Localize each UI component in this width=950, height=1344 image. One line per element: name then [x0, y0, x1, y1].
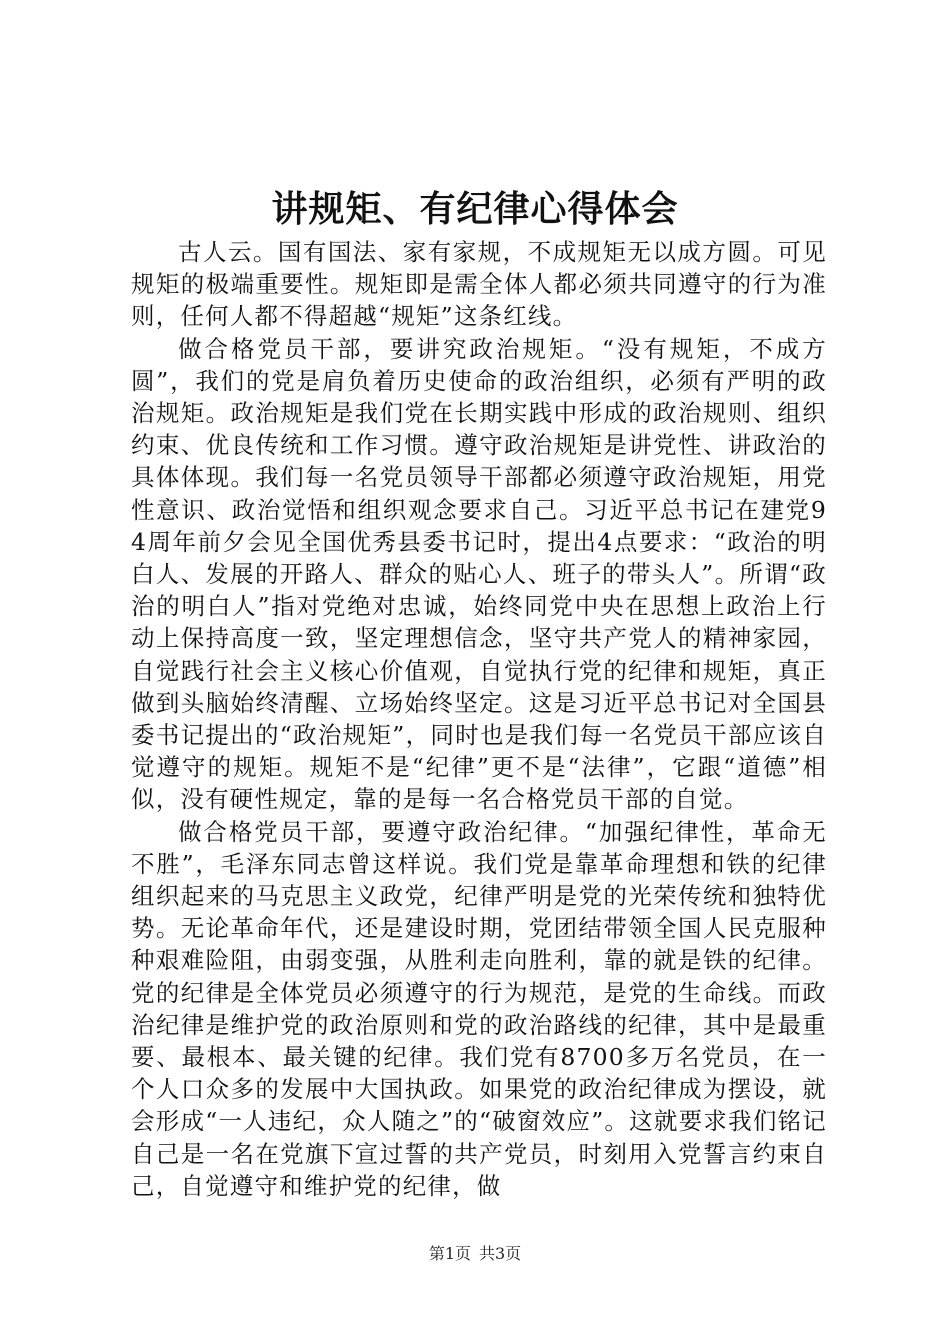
page-number: 第1页	[428, 1244, 471, 1263]
body-paragraph-2: 做合格党员干部，要讲究政治规矩。“没有规矩，不成方圆”，我们的党是肩负着历史使命的政治组织，必须有严明的政治规矩。政治规矩是我们党在长期实践中形成的政治规则、组织约束、优良传统和工作习惯。遵守政治规矩是讲党性、讲政治的具体体现。我们每一名党员领导干部都必须遵守政治规矩，用党性意识、政治觉悟和组织观念要求自己。习近平总书记在建党94周年前夕会见全国优秀县委书记时，提出4点要求：“政治的明白人、发展的开路人、群众的贴心人、班子的带头人”。所谓“政治的明白人”指对党绝对忠诚，始终同党中央在思想上政治上行动上保持高度一致，坚定理想信念，坚守共产党人的精神家园，自觉践行社会主义核心价值观，自觉执行党的纪律和规矩，真正做到头脑始终清醒、立场始终坚定。这是习近平总书记对全国县委书记提出的“政治规矩”，同时也是我们每一名党员干部应该自觉遵守的规矩。规矩不是“纪律”更不是“法律”，它跟“道德”相似，没有硬性规定，靠的是每一名合格党员干部的自觉。	[131, 334, 827, 814]
body-paragraph-3: 做合格党员干部，要遵守政治纪律。“加强纪律性，革命无不胜”，毛泽东同志曾这样说。我们党是靠革命理想和铁的纪律组织起来的马克思主义政党，纪律严明是党的光荣传统和独特优势。无论革命年代，还是建设时期，党团结带领全国人民克服种种艰难险阻，由弱变强，从胜利走向胜利，靠的就是铁的纪律。党的纪律是全体党员必须遵守的行为规范，是党的生命线。而政治纪律是维护党的政治原则和党的政治路线的纪律，其中是最重要、最根本、最关键的纪律。我们党有8700多万名党员，在一个人口众多的发展中大国执政。如果党的政治纪律成为摆设，就会形成“一人违纪，众人随之”的“破窗效应”。这就要求我们铭记自己是一名在党旗下宣过誓的共产党员，时刻用入党誓言约束自己，自觉遵守和维护党的纪律，做	[131, 817, 827, 1200]
page-total: 共3页	[479, 1244, 522, 1263]
body-paragraph-1: 古人云。国有国法、家有家规，不成规矩无以成方圆。可见规矩的极端重要性。规矩即是需全体人都必须共同遵守的行为准则，任何人都不得超越“规矩”这条红线。	[131, 238, 827, 331]
document-title: 讲规矩、有纪律心得体会	[271, 188, 679, 230]
document-body	[131, 236, 827, 1202]
page-footer	[0, 1244, 950, 1264]
